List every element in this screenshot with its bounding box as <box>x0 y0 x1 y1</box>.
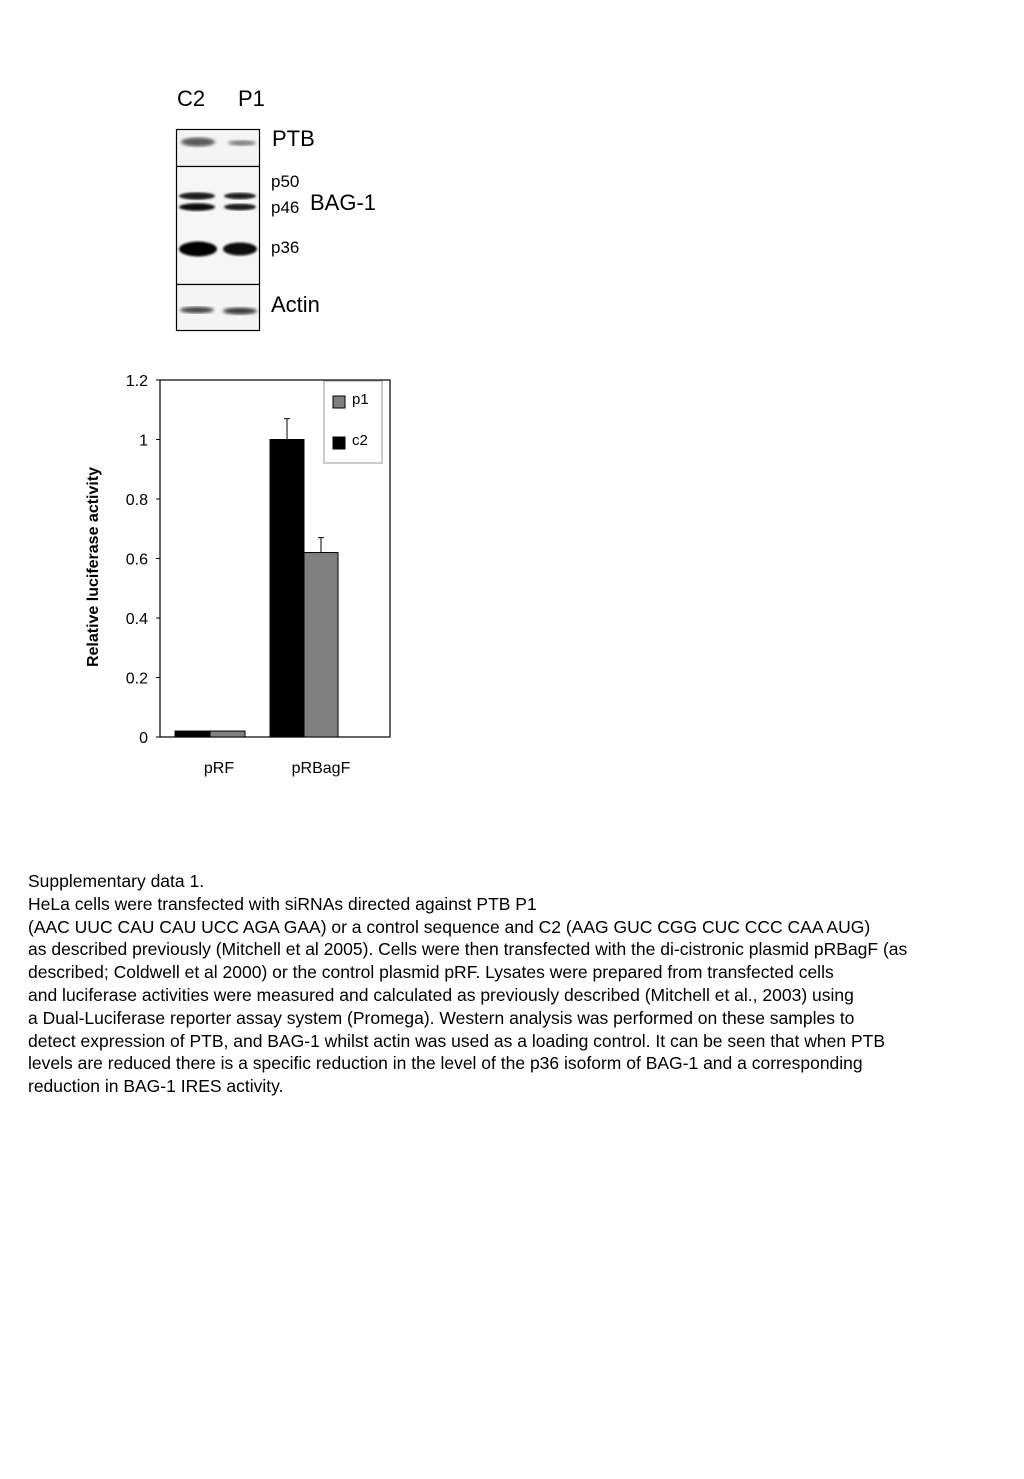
y-tick-label: 1.2 <box>125 373 148 390</box>
y-tick-label: 0.6 <box>125 551 148 569</box>
legend-swatch-p1 <box>333 396 345 408</box>
actin-label: Actin <box>271 292 320 317</box>
legend-label-p1: p1 <box>352 391 369 408</box>
p46-label: p46 <box>271 198 300 217</box>
caption-line: HeLa cells were transfected with siRNAs directed against PTB P1 <box>28 893 537 914</box>
bar-c2-pRBagF <box>270 440 304 738</box>
caption-line: described; Coldwell et al 2000) or the control plasmid pRF. Lysates were prepared from transfected cells <box>28 962 834 983</box>
y-axis-label: Relative luciferase activity <box>85 466 102 668</box>
caption-line: Supplementary data 1. <box>28 871 205 891</box>
lane-label-p1: P1 <box>238 86 265 111</box>
caption-line: (AAC UUC CAU CAU UCC AGA GAA) or a control sequence and C2 (AAG GUC CGG CUC CCC CAA AUG) <box>28 916 871 937</box>
bar-c2-pRF <box>175 731 210 737</box>
y-tick-label: 0.2 <box>125 670 148 688</box>
x-axis-labels <box>204 760 351 777</box>
lane-label-c2: C2 <box>177 86 206 111</box>
legend <box>324 381 382 463</box>
y-tick-label: 1 <box>139 432 148 450</box>
caption-line: a Dual-Luciferase reporter assay system (Promega). Western analysis was performed on these samples to <box>28 1007 855 1028</box>
legend-label-c2: c2 <box>352 432 368 449</box>
caption-line: reduction in BAG-1 IRES activity. <box>28 1076 284 1097</box>
ptb-label: PTB <box>272 126 315 151</box>
caption-line: levels are reduced there is a specific reduction in the level of the p36 isoform of BAG-1 and a corresponding <box>28 1053 863 1074</box>
caption-line: and luciferase activities were measured and calculated as previously described (Mitchell et al., 2003) using <box>28 984 854 1005</box>
x-tick-label: pRBagF <box>291 760 351 777</box>
p36-label: p36 <box>271 238 300 257</box>
caption-line: as described previously (Mitchell et al 2005). Cells were then transfected with the di-cistronic plasmid pRBagF (as <box>28 939 908 960</box>
bars <box>175 419 338 737</box>
x-tick-label: pRF <box>203 760 235 777</box>
y-tick-label: 0.4 <box>125 611 148 628</box>
p50-label: p50 <box>271 172 300 191</box>
legend-swatch-c2 <box>333 437 345 449</box>
caption-line: detect expression of PTB, and BAG-1 whilst actin was used as a loading control. It can be seen that when PTB <box>28 1030 885 1051</box>
bar-p1-pRBagF <box>304 553 338 737</box>
bar-p1-pRF <box>210 731 245 737</box>
y-tick-label: 0 <box>139 730 148 747</box>
figure-caption <box>28 870 1008 1098</box>
y-tick-label: 0.8 <box>125 492 148 509</box>
bag1-label: BAG-1 <box>310 190 377 215</box>
